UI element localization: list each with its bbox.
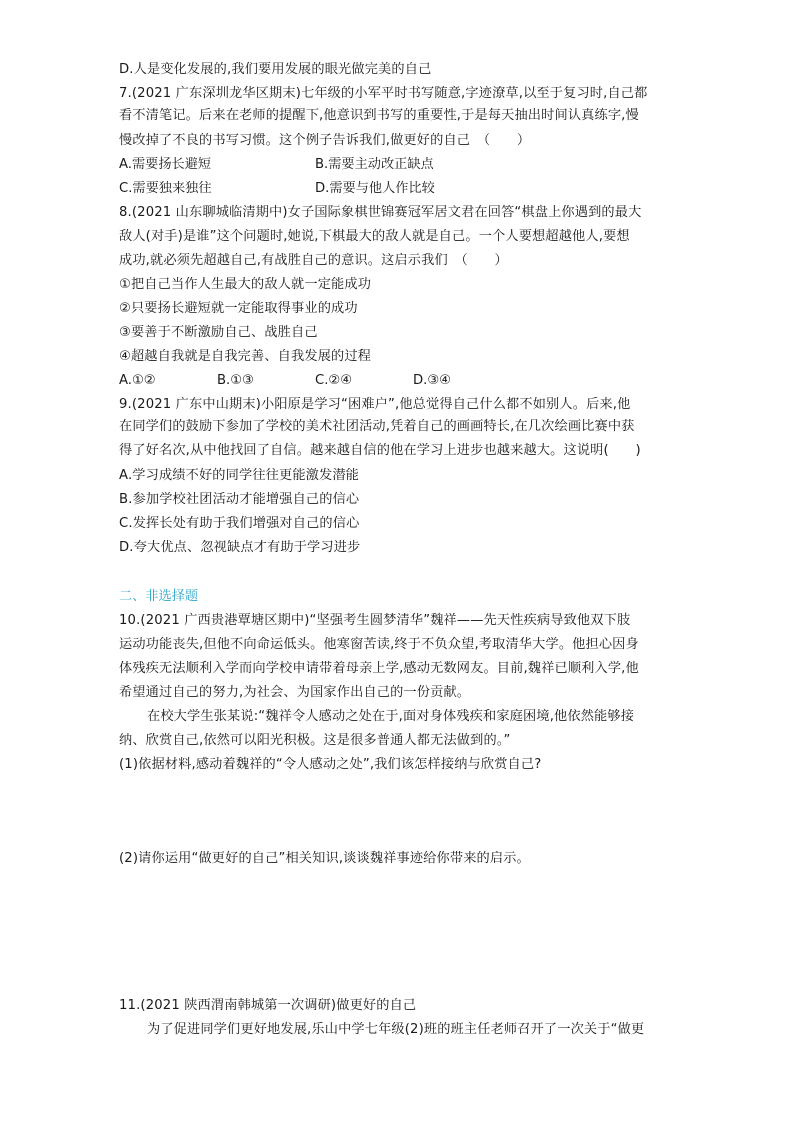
q10-para2-line-1: 在校大学生张某说:“魏祥令人感动之处在于,面对身体残疾和家庭困境,他依然能够接 xyxy=(147,709,635,724)
q6-option-d: D.人是变化发展的,我们要用发展的眼光做完美的自己 xyxy=(119,62,432,77)
q8-item-2: ②只要扬长避短就一定能取得事业的成功 xyxy=(119,301,358,316)
q10-stem-line-3: 体残疾无法顺利入学而向学校申请带着母亲上学,感动无数网友。目前,魏祥已顺利入学,他 xyxy=(119,661,639,676)
q9-option-a: A.学习成绩不好的同学往往更能激发潜能 xyxy=(119,468,360,483)
q9-option-d: D.夸大优点、忽视缺点才有助于学习进步 xyxy=(119,540,361,555)
q10-subquestion-2: (2)请你运用“做更好的自己”相关知识,谈谈魏祥事迹给你带来的启示。 xyxy=(119,851,530,866)
q8-item-1: ①把自己当作人生最大的敌人就一定能成功 xyxy=(119,277,372,292)
q8-option-d: D.③④ xyxy=(413,373,451,388)
q7-stem-line-3: 慢改掉了不良的书写习惯。这个例子告诉我们,做更好的自己 （ ） xyxy=(119,133,531,148)
q7-stem-line-1: 7.(2021 广东深圳龙华区期末)七年级的小军平时书写随意,字迹潦草,以至于复习时,自己都 xyxy=(119,86,648,101)
q10-stem-line-1: 10.(2021 广西贵港覃塘区期中)“坚强考生圆梦清华”魏祥——先天性疾病导致他双下肢 xyxy=(119,613,631,628)
q7-option-a: A.需要扬长避短 xyxy=(119,157,212,172)
q7-option-b: B.需要主动改正缺点 xyxy=(315,157,434,172)
q9-stem-line-3: 得了好名次,从中他找回了自信。越来越自信的他在学习上进步也越来越大。这说明( ) xyxy=(119,443,641,458)
q9-stem-line-1: 9.(2021 广东中山期末)小阳原是学习“困难户”,他总觉得自己什么都不如别人。后来,他 xyxy=(119,397,631,412)
q7-stem-line-2: 看不清笔记。后来在老师的提醒下,他意识到书写的重要性,于是每天抽出时间认真练字,慢 xyxy=(119,108,639,123)
q8-option-b: B.①③ xyxy=(217,373,254,388)
q9-option-c: C.发挥长处有助于我们增强对自己的信心 xyxy=(119,516,360,531)
q11-stem-line-2: 为了促进同学们更好地发展,乐山中学七年级(2)班的班主任老师召开了一次关于“做更 xyxy=(147,1022,645,1037)
q10-para2-line-2: 纳、欣赏自己,依然可以阳光积极。这是很多普通人都无法做到的。” xyxy=(119,733,511,748)
q10-subquestion-1: (1)依据材料,感动着魏祥的“令人感动之处”,我们该怎样接纳与欣赏自己? xyxy=(119,757,542,772)
q8-option-c: C.②④ xyxy=(315,373,353,388)
q10-stem-line-2: 运动功能丧失,但他不向命运低头。他寒窗苦读,终于不负众望,考取清华大学。他担心因身 xyxy=(119,637,639,652)
q9-stem-line-2: 在同学们的鼓励下参加了学校的美术社团活动,凭着自己的画画特长,在几次绘画比赛中获 xyxy=(119,419,635,434)
q7-option-c: C.需要独来独往 xyxy=(119,181,212,196)
q8-stem-line-3: 成功,就必须先超越自己,有战胜自己的意识。这启示我们 （ ） xyxy=(119,253,508,268)
q8-item-3: ③要善于不断激励自己、战胜自己 xyxy=(119,325,318,340)
q8-item-4: ④超越自我就是自我完善、自我发展的过程 xyxy=(119,349,372,364)
q8-stem-line-2: 敌人(对手)是谁”这个问题时,她说,下棋最大的敌人就是自己。一个人要想超越他人,要想 xyxy=(119,229,630,244)
q8-stem-line-1: 8.(2021 山东聊城临清期中)女子国际象棋世锦赛冠军居文君在回答“棋盘上你遇到的最大 xyxy=(119,205,642,220)
q11-stem-line-1: 11.(2021 陕西渭南韩城第一次调研)做更好的自己 xyxy=(119,998,417,1013)
q10-stem-line-4: 希望通过自己的努力,为社会、为国家作出自己的一份贡献。 xyxy=(119,685,471,700)
section-title-non-choice: 二、非选择题 xyxy=(119,589,199,604)
q9-option-b: B.参加学校社团活动才能增强自己的信心 xyxy=(119,492,360,507)
q7-option-d: D.需要与他人作比较 xyxy=(315,181,435,196)
q8-option-a: A.①② xyxy=(119,373,156,388)
